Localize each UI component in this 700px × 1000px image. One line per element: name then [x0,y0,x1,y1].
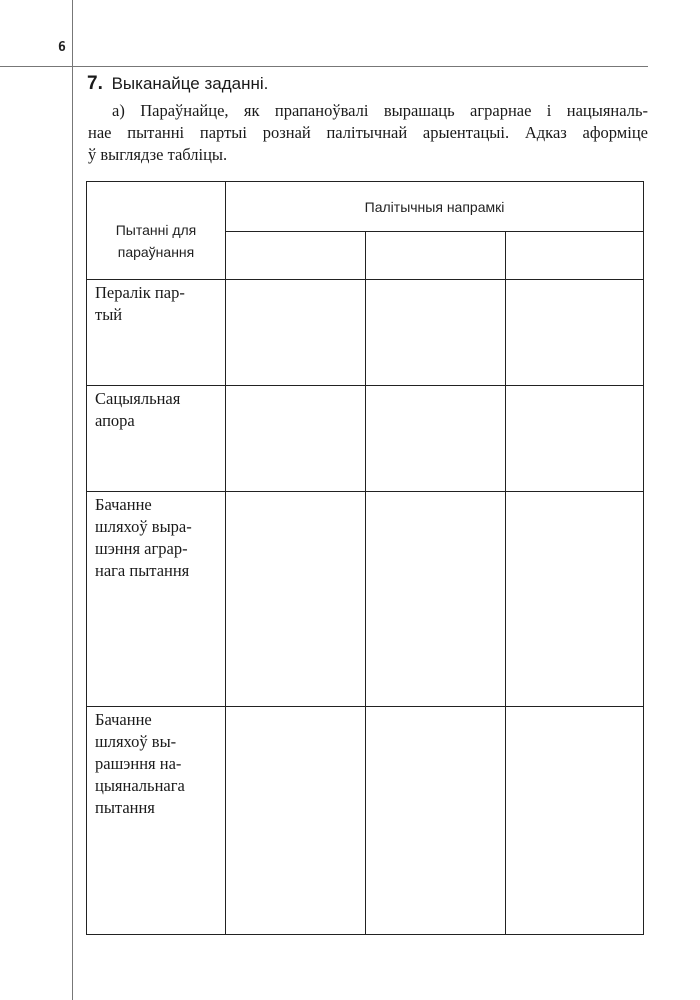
row-label-agrarian-question [87,492,226,707]
row-label-line: Бачанне [95,710,152,729]
page-number: 6 [58,40,66,55]
task-title: Выканайце заданні. [111,74,269,93]
table-row [87,280,644,386]
subtask-line: ў выглядзе табліцы. [88,145,228,164]
row-label-line: пытання [95,798,155,817]
answer-cell[interactable] [226,707,366,935]
answer-cell[interactable] [366,492,506,707]
table-row [87,492,644,707]
row-label-social-base [87,386,226,492]
subtask-text [88,100,648,166]
direction-header-cell-1[interactable] [226,232,366,280]
answer-cell[interactable] [226,386,366,492]
corner-header-cell [87,182,226,280]
corner-header-line: параўнання [117,243,195,260]
table-row [87,386,644,492]
corner-header-line: Пытанні для [115,221,197,238]
group-header-label: Палітычныя напрамкі [364,198,505,215]
answer-cell[interactable] [366,280,506,386]
row-label-national-question [87,707,226,935]
row-label-line: цыянальнага [95,776,185,795]
row-label-line: шэння аграр- [95,539,188,558]
subtask-line: а) Параўнайце, як прапаноўвалі вырашаць аграрнае і нацыяналь- [112,101,648,120]
answer-cell[interactable] [366,386,506,492]
row-label-line: тый [95,305,123,324]
row-label-line: Сацыяльная [95,389,181,408]
political-directions-header [226,182,644,232]
row-label-line: апора [95,411,135,430]
row-label-line: шляхоў вы- [95,732,177,751]
row-label-line: рашэння на- [95,754,182,773]
answer-cell[interactable] [226,492,366,707]
header-horizontal-rule [0,66,648,67]
row-label-line: шляхоў выра- [95,517,192,536]
task-number: 7. [87,73,103,94]
row-label-line: нага пытання [95,561,190,580]
row-label-line: Бачанне [95,495,152,514]
answer-cell[interactable] [506,280,644,386]
direction-header-cell-3[interactable] [506,232,644,280]
answer-cell[interactable] [506,492,644,707]
table-row [87,707,644,935]
answer-cell[interactable] [366,707,506,935]
subtask-line: нае пытанні партыі рознай палітычнай арыентацыі. Адказ аформіце [88,123,648,142]
margin-vertical-rule [72,0,73,1000]
direction-header-cell-2[interactable] [366,232,506,280]
row-label-party-list [87,280,226,386]
comparison-table [86,181,644,935]
task-heading [87,73,268,95]
answer-cell[interactable] [226,280,366,386]
answer-cell[interactable] [506,707,644,935]
answer-cell[interactable] [506,386,644,492]
row-label-line: Пералік пар- [95,283,185,302]
